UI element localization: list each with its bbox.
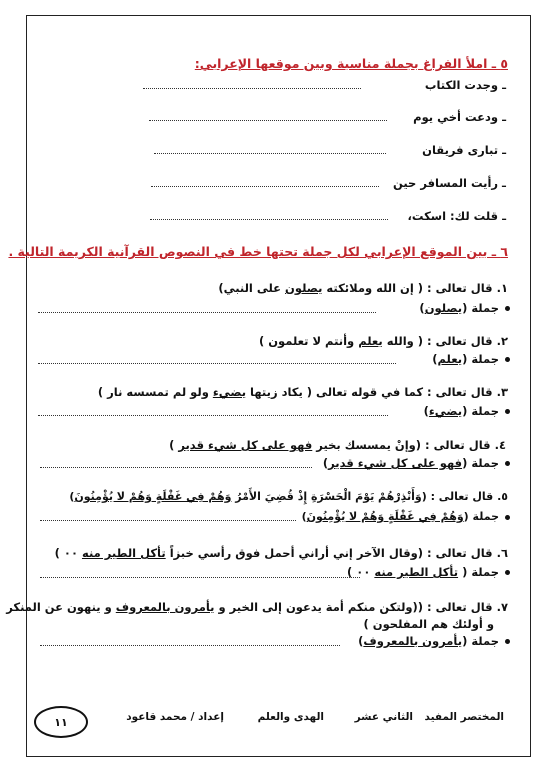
fill-line-1[interactable] bbox=[143, 88, 361, 89]
answer-line-3[interactable] bbox=[38, 415, 388, 416]
section5-item-5: ـ قلت لك: اسكت، bbox=[407, 209, 506, 223]
verse-1: ١. قال تعالى : ( إن الله وملائكته يصلون على النبي) bbox=[218, 281, 508, 295]
bullet-icon bbox=[505, 306, 510, 311]
verse-2: ٢. قال تعالى : ( والله يعلم وأنتم لا تعلمون ) bbox=[258, 334, 508, 348]
footer-author: إعداد / محمد قاعود bbox=[126, 711, 224, 723]
answer-line-5[interactable] bbox=[40, 520, 296, 521]
bullet-icon bbox=[505, 515, 510, 520]
bullet-icon bbox=[505, 570, 510, 575]
verse-6: ٦. قال تعالى : (وقال الآخر إني أراني أحمل فوق رأسي خبزاً تأكل الطير منه ٠٠ ) bbox=[54, 546, 508, 560]
answer-label-5: جملة (وَهُمْ فِي غَفْلَةٍ وَهُمْ لا يُؤْمِنُونَ) bbox=[302, 510, 510, 523]
verse-7-line2: و أولئك هم المفلحون ) bbox=[363, 617, 494, 631]
answer-line-6[interactable] bbox=[40, 577, 360, 578]
answer-line-1[interactable] bbox=[38, 312, 376, 313]
answer-line-2[interactable] bbox=[38, 363, 396, 364]
answer-label-2: جملة (يعلم) bbox=[432, 352, 510, 366]
verse-3: ٣. قال تعالى : كما في قوله تعالى ( يكاد زيتها يضيء ولو لم تمسسه نار ) bbox=[97, 385, 508, 399]
fill-line-4[interactable] bbox=[151, 186, 379, 187]
verse-7: ٧. قال تعالى : ((ولتكن منكم أمة يدعون إلى الخير و يأمرون بالمعروف و ينهون عن المنكر bbox=[6, 600, 508, 614]
footer-school: الهدى والعلم bbox=[257, 711, 324, 723]
answer-label-1: جملة (يصلون) bbox=[419, 301, 510, 315]
fill-line-3[interactable] bbox=[154, 153, 386, 154]
section6-heading: ٦ ـ بين الموقع الإعرابي لكل جملة تحتها خط في النصوص القرآنية الكريمة التالية . bbox=[8, 244, 508, 259]
bullet-icon bbox=[505, 639, 510, 644]
footer-grade: الثاني عشر bbox=[354, 711, 413, 723]
section5-item-1: ـ وجدت الكتاب bbox=[424, 78, 506, 92]
answer-line-7[interactable] bbox=[40, 645, 340, 646]
section5-item-2: ـ ودعت أخي يوم bbox=[413, 110, 506, 124]
answer-label-4: جملة (فهو على كل شيء قدير) bbox=[323, 456, 510, 470]
verse-5: ٥. قال تعالى : (وَأَنْذِرْهُمْ يَوْمَ الْحَسْرَةِ إِذْ قُضِيَ الأَمْرُ وَهُمْ فِي غَفْلَةٍ وَهُمْ لا يُؤْمِنُونَ) bbox=[69, 490, 508, 503]
answer-label-6: جملة ( تأكل الطير منه ٠٠ ) bbox=[347, 565, 510, 579]
verse-4: ٤. قال تعالى : (وإنْ يمسسك بخير فهو على كل شيء قدير ) bbox=[169, 438, 506, 452]
section5-item-3: ـ تبارى فريقان bbox=[422, 143, 506, 157]
fill-line-5[interactable] bbox=[150, 219, 388, 220]
bullet-icon bbox=[505, 461, 510, 466]
section5-heading: ٥ ـ املأ الفراغ بجملة مناسبة وبين موقعها الإعرابي: bbox=[194, 56, 508, 71]
fill-line-2[interactable] bbox=[149, 120, 387, 121]
bullet-icon bbox=[505, 409, 510, 414]
answer-label-7: جملة (يأمرون بالمعروف) bbox=[358, 634, 510, 648]
footer-book: المختصر المفيد bbox=[424, 711, 504, 723]
page-number: ١١ bbox=[54, 715, 68, 729]
answer-label-3: جملة (يضيء) bbox=[424, 404, 510, 418]
page-number-badge bbox=[34, 706, 88, 738]
section5-item-4: ـ رأيت المسافر حين bbox=[392, 176, 506, 190]
answer-line-4[interactable] bbox=[40, 467, 312, 468]
bullet-icon bbox=[505, 357, 510, 362]
